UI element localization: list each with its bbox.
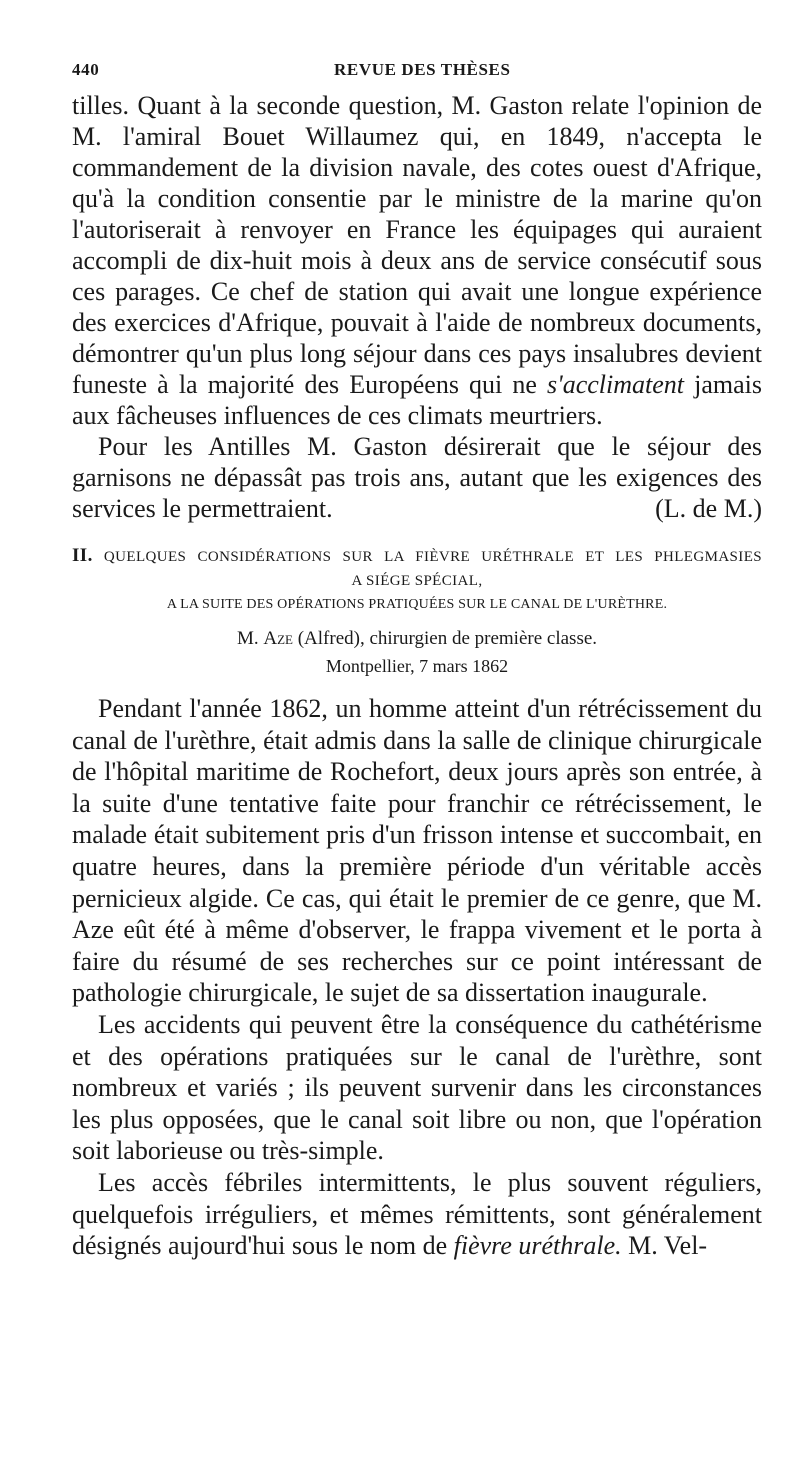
section-title-line-3: A LA SUITE DES OPÉRATIONS PRATIQUÉES SUR LE CANAL DE L'URÈTHRE. — [166, 597, 668, 612]
running-title: REVUE DES THÈSES — [334, 60, 511, 79]
section-title-text-1: QUELQUES CONSIDÉRATIONS SUR LA FIÈVRE URÉTHRALE ET LES PHLEGMASIES — [103, 549, 762, 565]
section-title-line-1 — [72, 544, 762, 569]
paragraph-4: Les accidents qui peuvent être la conséquence du cathétérisme et des opérations pratiquées sur le canal de l'urèthre, sont nombreux et variés ; ils peuvent survenir dans les circonstances les plus opposées, que le canal soit libre ou non, que l'opération soit laborieuse ou très-simple. — [72, 1009, 762, 1166]
section-numeral: II. — [72, 545, 93, 566]
body-top — [72, 90, 762, 524]
author-details: (Alfred), chirurgien de première classe. — [297, 628, 598, 649]
signature: (L. de M.) — [655, 494, 762, 523]
running-head — [72, 60, 762, 90]
place-date: Montpellier, 7 mars 1862 — [325, 656, 509, 676]
paragraph-2 — [72, 431, 762, 524]
section-heading — [72, 544, 762, 617]
body-bottom — [72, 693, 762, 1262]
paragraph-5 — [72, 1167, 762, 1262]
author-prefix: M. — [236, 628, 259, 649]
paragraph-1-text: tilles. Quant à la seconde question, M. Gaston relate l'opinion de M. l'amiral Bouet Willaumez qui, en 1849, n'accepta le commandement de la division navale, des cotes ouest d'Afrique, qu'à la condition consentie par le ministre de la marine qu'on l'autoriserait à renvoyer en France les équipages qui auraient accompli de dix-huit mois à deux ans de service consécutif sous ces parages. Ce chef de station qui avait une longue expérience des exercices d'Afrique, pouvait à l'aide de nombreux documents, démontrer qu'un plus long séjour dans ces pays insalubres devient funeste à la majorité des Européens qui ne — [72, 91, 762, 399]
page-number: 440 — [72, 60, 100, 79]
page — [72, 60, 762, 1262]
paragraph-5-text-end: M. Vel- — [628, 1231, 708, 1261]
italic-term: fièvre uréthrale. — [453, 1231, 622, 1261]
author-name: Aze — [263, 628, 293, 649]
italic-word: s'acclimatent — [547, 370, 685, 399]
paragraph-2-text: Pour les Antilles M. Gaston désirerait que le séjour des garnisons ne dépassât pas trois ans, autant que les exigences des services le permettraient. — [72, 432, 762, 523]
paragraph-1-text-end: jamais aux fâcheuses influences de ces climats meurtriers. — [72, 370, 762, 430]
paragraph-1 — [72, 90, 762, 431]
author-line — [72, 625, 762, 653]
paragraph-3: Pendant l'année 1862, un homme atteint d'un rétrécissement du canal de l'urèthre, était admis dans la salle de clinique chirurgicale de l'hôpital maritime de Rochefort, deux jours après son entrée, à la suite d'une tentative faite pour franchir ce rétrécissement, le malade était subitement pris d'un frisson intense et succombait, en quatre heures, dans la première période d'un véritable accès pernicieux algide. Ce cas, qui était le premier de ce genre, que M. Aze eût été à même d'observer, le frappa vivement et le porta à faire du résumé de ses recherches sur ce point intéressant de pathologie chirurgicale, le sujet de sa dissertation inaugurale. — [72, 694, 762, 1008]
section-title-line-2: A SIÉGE SPÉCIAL, — [351, 573, 483, 589]
paragraph-5-text: Les accès fébriles intermittents, le plus souvent réguliers, quelquefois irréguliers, et mêmes rémittents, sont généralement désignés aujourd'hui sous le nom de — [72, 1167, 762, 1261]
